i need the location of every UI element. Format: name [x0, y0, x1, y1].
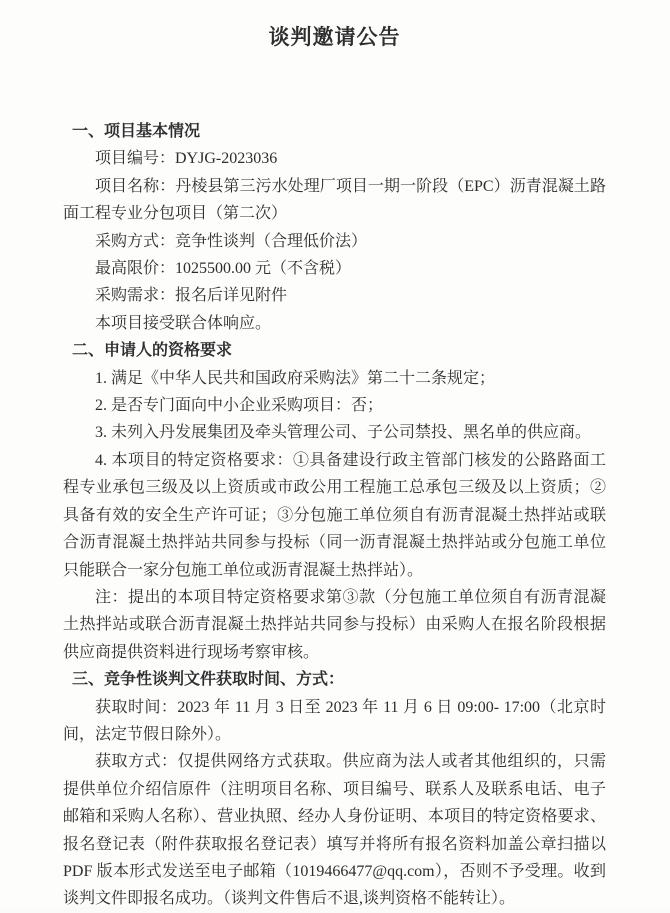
special-qualification-note: 注：提出的本项目特定资格要求第③款（分包施工单位须自有沥青混凝土热拌站或联合沥青混凝土热拌站共同参与投标）由采购人在报名阶段根据供应商提供资料进行现场考察审核。 [63, 588, 606, 661]
procurement-demand: 采购需求：报名后详见附件 [95, 287, 288, 305]
section-1-heading: 一、项目基本情况 [72, 123, 201, 140]
acquisition-time: 获取时间：2023 年 11 月 3 日至 2023 年 11 月 6 日 09:00- 17:00（北京时间，法定节假日除外）。 [63, 698, 606, 743]
document-title: 谈判邀请公告 [268, 25, 401, 49]
qualification-item-3: 3. 未列入丹发展集团及牵头管理公司、子公司禁投、黑名单的供应商。 [95, 424, 592, 442]
section-2-heading: 二、申请人的资格要求 [72, 342, 233, 360]
section-3-heading: 三、竞争性谈判文件获取时间、方式： [72, 671, 345, 689]
qualification-item-2: 2. 是否专门面向中小企业采购项目：否； [95, 397, 384, 415]
document-body [63, 118, 606, 913]
qualification-item-4: 4. 本项目的特定资格要求：①具备建设行政主管部门核发的公路路面工程专业承包三级及以上资质或市政公用工程施工总承包三级及以上资质；②具备有效的安全生产许可证；③分包施工单位须自有沥青混凝土热拌站或联合沥青混凝土热拌站共同参与投标（同一沥青混凝土热拌站或分包施工单位只能联合一家分包施工单位或沥青混凝土热拌站）。 [63, 451, 606, 579]
max-price-limit: 最高限价：1025500.00 元（不含税） [95, 260, 352, 278]
consortium-note: 本项目接受联合体响应。 [95, 314, 272, 332]
project-name: 项目名称：丹棱县第三污水处理厂项目一期一阶段（EPC）沥青混凝土路面工程专业分包项目（第二次） [63, 177, 606, 223]
qualification-item-1: 1. 满足《中华人民共和国政府采购法》第二十二条规定； [95, 369, 496, 387]
procurement-method: 采购方式：竞争性谈判（合理低价法） [95, 232, 368, 250]
acquisition-method: 获取方式：仅提供网络方式获取。供应商为法人或者其他组织的，只需提供单位介绍信原件（注明项目名称、项目编号、联系人及联系电话、电子邮箱和采购人名称）、营业执照、经办人身份证明、本项目的特定资格要求、报名登记表（附件获取报名登记表）填写并将所有报名资料加盖公章扫描以 PDF 版本形式发送至电子邮箱（1019466477@qq.com），否则不予受理。收到谈判文件即报名成功。（谈判文件售后不退,谈判资格不能转让）。 [63, 753, 606, 908]
project-number: 项目编号：DYJG-2023036 [95, 150, 278, 168]
